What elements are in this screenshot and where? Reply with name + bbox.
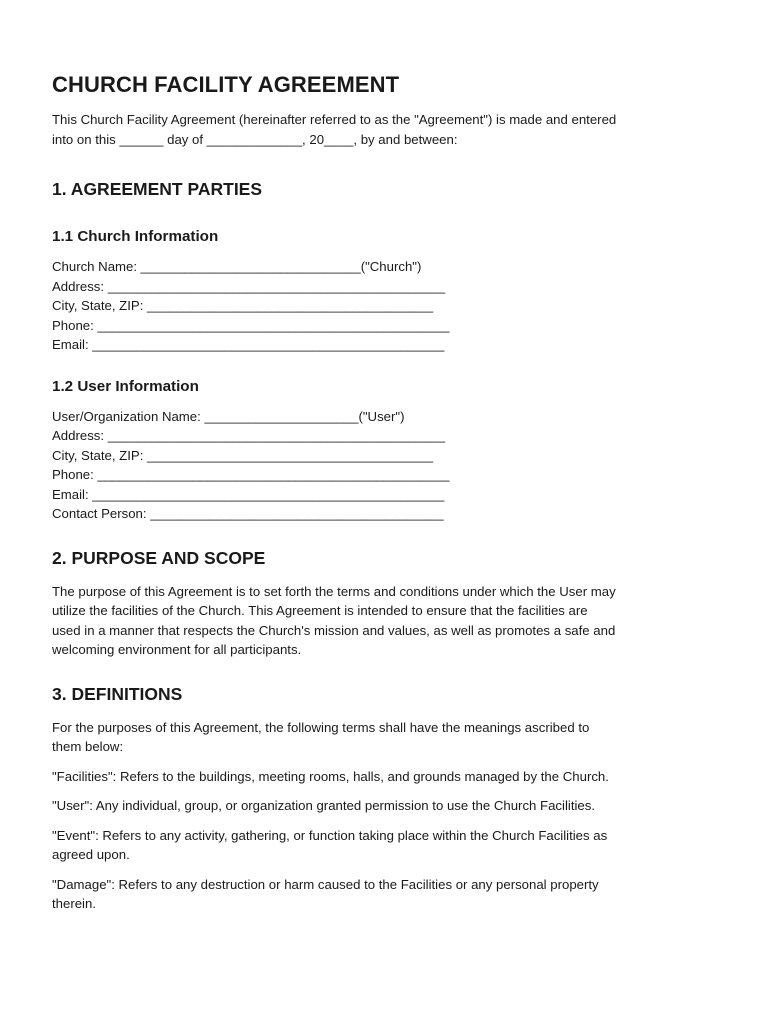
paragraph-line: utilize the facilities of the Church. This Agreement is intended to ensure that the facilities are [52, 603, 588, 618]
document-title: CHURCH FACILITY AGREEMENT [52, 72, 400, 97]
paragraph-line: "User": Any individual, group, or organization granted permission to use the Church Facilities. [52, 798, 595, 813]
definitions-intro-paragraph [52, 718, 732, 757]
church-email-field: Email: ________________________________________________ [52, 337, 445, 352]
church-phone-field: Phone: ________________________________________________ [52, 317, 450, 333]
definition-damage [52, 875, 732, 914]
church-address-field: Address: ______________________________________________ [52, 278, 446, 294]
paragraph-line: "Facilities": Refers to the buildings, meeting rooms, halls, and grounds managed by the Church. [52, 768, 609, 784]
church-city-state-zip-field: City, State, ZIP: _______________________________________ [52, 298, 434, 313]
paragraph-line: "Event": Refers to any activity, gathering, or function taking place within the Church Facilities as [52, 827, 608, 843]
church-information-fields [52, 257, 732, 355]
purpose-paragraph [52, 582, 732, 660]
intro-paragraph [52, 110, 732, 149]
paragraph-line: used in a manner that respects the Church's mission and values, as well as promotes a safe and [52, 622, 616, 638]
subsection-heading-user-information: 1.2 User Information [52, 377, 199, 395]
section-heading-definitions: 3. DEFINITIONS [52, 683, 183, 704]
paragraph-line: welcoming environment for all participants. [52, 642, 302, 657]
definition-user [52, 796, 732, 816]
paragraph-line: For the purposes of this Agreement, the following terms shall have the meanings ascribed to [52, 719, 590, 735]
intro-line: This Church Facility Agreement (hereinafter referred to as the "Agreement") is made and entered [52, 112, 617, 127]
user-email-field: Email: ________________________________________________ [52, 486, 445, 502]
definition-facilities [52, 767, 732, 787]
paragraph-line: The purpose of this Agreement is to set forth the terms and conditions under which the User may [52, 583, 616, 599]
intro-line: into on this ______ day of _____________, 20____, by and between: [52, 131, 458, 147]
paragraph-line: therein. [52, 896, 96, 911]
user-address-field: Address: ______________________________________________ [52, 428, 446, 443]
paragraph-line: agreed upon. [52, 847, 130, 862]
paragraph-line: them below: [52, 739, 124, 754]
user-organization-name-field: User/Organization Name: _____________________("User") [52, 408, 405, 424]
user-information-fields [52, 407, 732, 524]
subsection-heading-church-information: 1.1 Church Information [52, 228, 219, 245]
paragraph-line: "Damage": Refers to any destruction or harm caused to the Facilities or any personal property [52, 876, 599, 892]
church-name-field: Church Name: ______________________________("Church") [52, 259, 422, 274]
section-heading-purpose-and-scope: 2. PURPOSE AND SCOPE [52, 547, 266, 568]
user-contact-person-field: Contact Person: ________________________________________ [52, 506, 444, 521]
user-phone-field: Phone: ________________________________________________ [52, 467, 450, 482]
section-heading-agreement-parties: 1. AGREEMENT PARTIES [52, 179, 263, 199]
user-city-state-zip-field: City, State, ZIP: _______________________________________ [52, 447, 434, 463]
document-page [52, 70, 732, 914]
definition-event [52, 826, 732, 865]
